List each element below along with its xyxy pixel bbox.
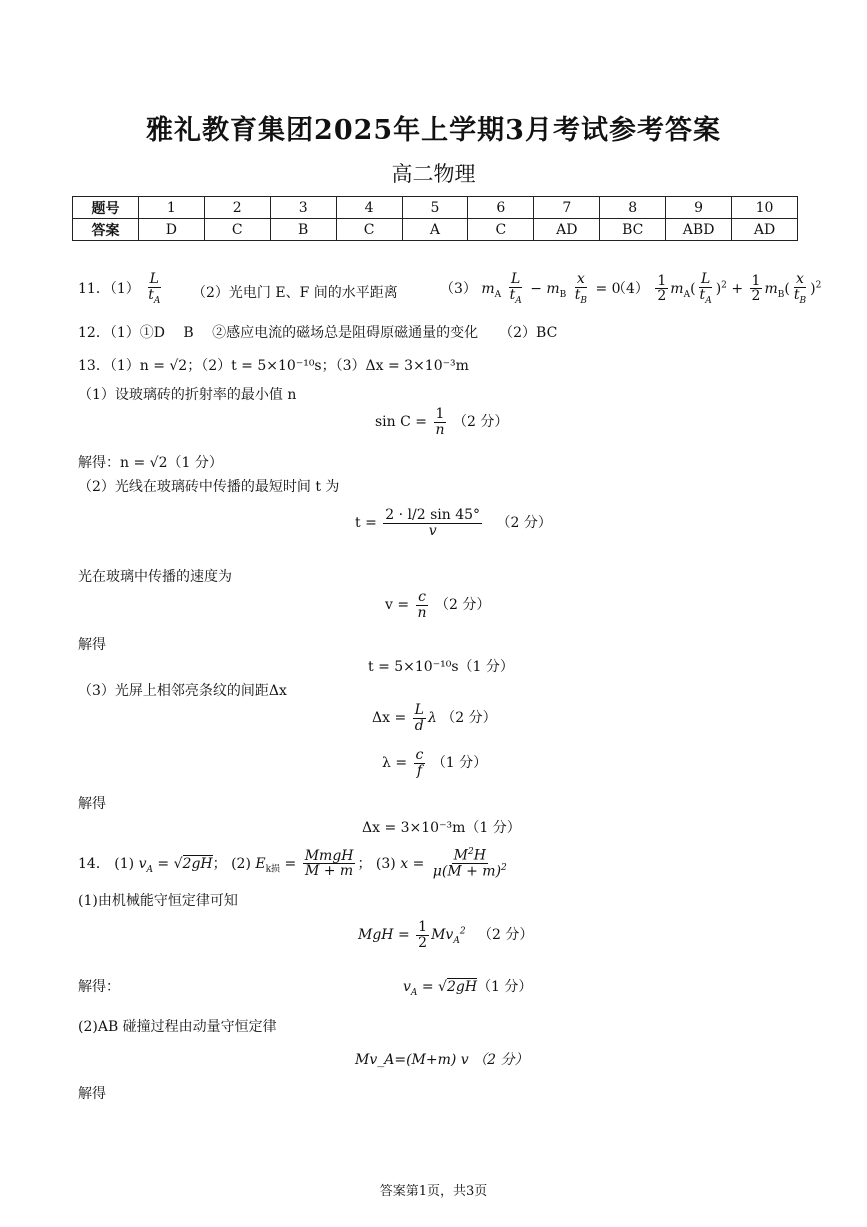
q13-step1: （1）设玻璃砖的折射率的最小值 n bbox=[78, 387, 297, 403]
q13-step2: （2）光线在玻璃砖中传播的最短时间 t 为 bbox=[78, 479, 340, 495]
answer-table-cell: B bbox=[270, 219, 336, 241]
q14-step2: (2)AB 碰撞过程由动量守恒定律 bbox=[78, 1019, 277, 1035]
answer-table-cell: C bbox=[336, 219, 402, 241]
answer-table-header-cell: 答案 bbox=[73, 219, 139, 241]
answer-table-cell: C bbox=[204, 219, 270, 241]
page-title: 雅礼教育集团2025年上学期3月考试参考答案 bbox=[146, 115, 721, 146]
answer-table-cell: 2 bbox=[204, 197, 270, 219]
q13-summary: 13．（1）n = √2；（2）t = 5×10⁻¹⁰s；（3）Δx = 3×10⁻³m bbox=[78, 358, 469, 374]
answer-table-cell: 5 bbox=[402, 197, 468, 219]
q13-solve1: 解得：n = √2（1 分） bbox=[78, 455, 223, 471]
q11-part4: （4） $\frac{1}{2}$ $m_A$( $\frac{L}{t_A}$ )$^2$ + $\frac{1}{2}$ $m_B$( $\frac{x}{t_B}$ )$^2$ bbox=[612, 271, 822, 306]
q13-eq6: λ = $\frac{c}{f}$ （1 分） bbox=[382, 747, 488, 779]
q13-eq4: t = 5×10⁻¹⁰s（1 分） bbox=[368, 659, 514, 675]
q11-part3: （3） $m_A$ $\frac{L}{t_A}$ − $m_B$ $\frac{x}{t_B}$ = 0 bbox=[440, 271, 621, 306]
answer-table-cell: 7 bbox=[534, 197, 600, 219]
q14-summary: 14． (1) $v_A = √2gH$； (2) $E_{k损}$ = $\frac{\text{MmgH}}{M + m}$ ； (3) x = $\frac{M^2H}{\mu(M + m)^2}$ bbox=[78, 847, 507, 880]
answer-table-cell: 1 bbox=[138, 197, 204, 219]
q13-eq1: sin C = $\frac{1}{n}$ （2 分） bbox=[375, 406, 509, 438]
answer-table-cell: AD bbox=[534, 219, 600, 241]
answer-table-cell: 4 bbox=[336, 197, 402, 219]
answer-table-cell: C bbox=[468, 219, 534, 241]
answer-table-cell: 10 bbox=[732, 197, 798, 219]
answer-table-cell: A bbox=[402, 219, 468, 241]
page-footer: 答案第1页，共3页 bbox=[379, 1184, 488, 1199]
answer-table-cell: D bbox=[138, 219, 204, 241]
q13-eq7: Δx = 3×10⁻³m（1 分） bbox=[362, 820, 521, 836]
q11-part2: （2）光电门 E、F 间的水平距离 bbox=[192, 285, 398, 301]
answer-table-row bbox=[73, 197, 798, 219]
answer-table-cell: ABD bbox=[666, 219, 732, 241]
q13-eq3: v = $\frac{c}{n}$ （2 分） bbox=[385, 589, 491, 621]
q13-eq2: t = $\frac{2 \cdot l/2 \sin 45^\circ}{v}$ （2 分） bbox=[355, 507, 552, 539]
answer-table-cell: 6 bbox=[468, 197, 534, 219]
q13-speed-text: 光在玻璃中传播的速度为 bbox=[78, 569, 232, 585]
answer-table-row bbox=[73, 219, 798, 241]
q13-eq5: Δx = $\frac{L}{d}$ λ （2 分） bbox=[372, 702, 497, 734]
answer-table-cell: 9 bbox=[666, 197, 732, 219]
q14-eq2: $v_A = √2gH(1$ 分） bbox=[403, 979, 533, 998]
q13-solve2: 解得 bbox=[78, 637, 106, 653]
answer-table-cell: AD bbox=[732, 219, 798, 241]
answer-table-cell: BC bbox=[600, 219, 666, 241]
q14-eq1: MgH = $\frac{1}{2}$ $Mv_A^2$ （2 分） bbox=[358, 919, 534, 951]
answer-table bbox=[72, 196, 798, 241]
answer-table-cell: 8 bbox=[600, 197, 666, 219]
q14-eq3: Mv_A=(M+m) v （2 分） bbox=[355, 1052, 529, 1068]
q14-solve2: 解得 bbox=[78, 1086, 106, 1102]
page-subtitle: 高二物理 bbox=[391, 162, 476, 186]
q14-step1: (1)由机械能守恒定律可知 bbox=[78, 893, 238, 909]
q13-solve3: 解得 bbox=[78, 796, 106, 812]
answer-table-header-cell: 题号 bbox=[73, 197, 139, 219]
q12-answer: 12．（1）①D B ②感应电流的磁场总是阻碍原磁通量的变化 （2）BC bbox=[78, 325, 558, 341]
q11-part1: 11．（1） $\frac{L}{t_A}$ bbox=[78, 271, 161, 306]
q14-solve1: 解得： bbox=[78, 979, 120, 995]
q13-step3: （3）光屏上相邻亮条纹的间距Δx bbox=[78, 683, 287, 699]
fraction: $\frac{L}{t_A}$ bbox=[148, 271, 161, 306]
answer-table-cell: 3 bbox=[270, 197, 336, 219]
